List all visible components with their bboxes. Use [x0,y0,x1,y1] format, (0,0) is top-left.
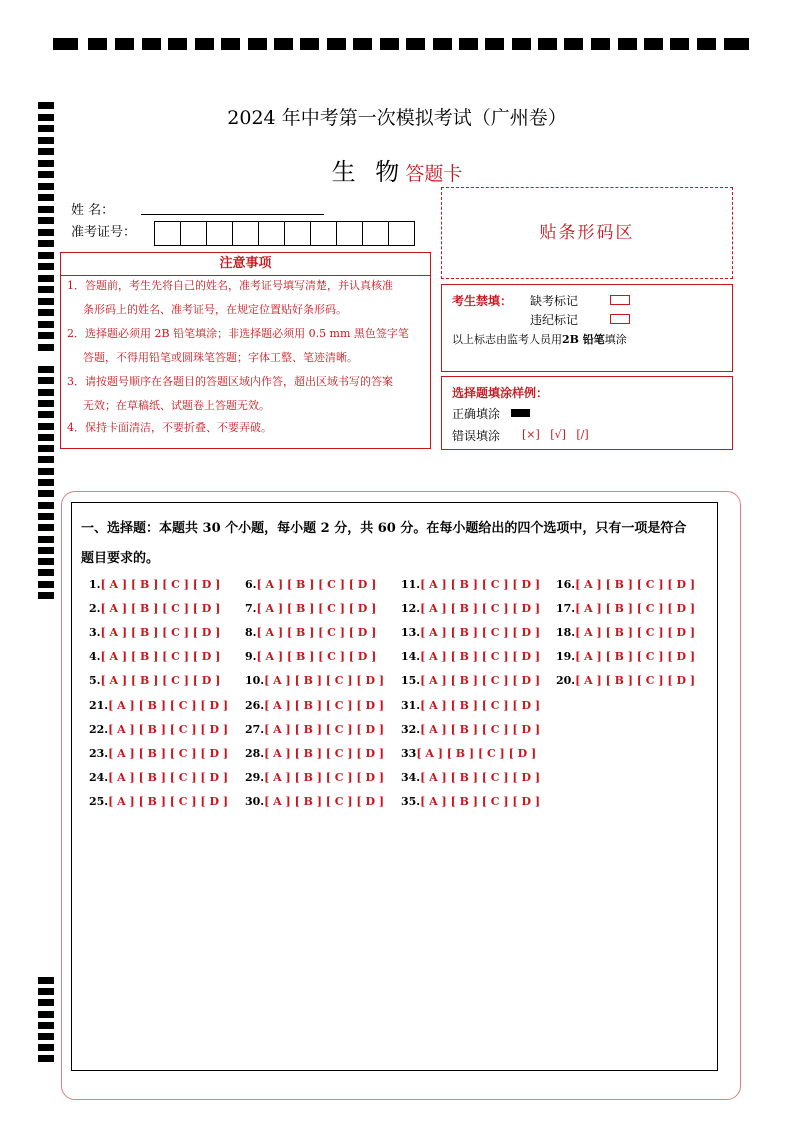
answer-options[interactable]: [ A ] [ B ] [ C ] [ D ] [420,699,541,712]
timing-mark [38,1033,54,1040]
forbidden-panel [441,284,733,372]
question-number: 12. [401,602,421,615]
question-number: 33 [401,747,417,760]
answer-options[interactable]: [ A ] [ B ] [ C ] [ D ] [575,578,696,591]
timing-mark [512,38,531,50]
timing-mark [38,275,54,282]
answer-options[interactable]: [ A ] [ B ] [ C ] [ D ] [256,578,377,591]
forbidden-note-pencil: 2B 铅笔 [562,333,605,346]
answer-options[interactable]: [ A ] [ B ] [ C ] [ D ] [420,723,541,736]
name-label: 姓 名： [71,203,115,218]
answer-options[interactable]: [ A ] [ B ] [ C ] [ D ] [416,747,537,760]
question-number: 13. [401,626,421,639]
question-number: 22. [89,723,109,736]
answer-options[interactable]: [ A ] [ B ] [ C ] [ D ] [264,795,385,808]
timing-mark [38,502,54,509]
sample-title: 选择题填涂样例： [452,386,549,400]
question-number: 16. [556,578,576,591]
timing-mark [38,988,54,995]
subject-name: 生 物 [331,158,406,186]
question-number: 6. [245,578,257,591]
timing-mark [38,240,54,247]
filled-mark-sample [511,409,530,417]
timing-mark [38,400,54,407]
question-number: 1. [89,578,101,591]
timing-mark [38,206,54,213]
id-digit-box[interactable] [206,221,233,246]
question-item[interactable] [89,578,220,591]
timing-mark [380,38,399,50]
answer-options[interactable]: [ A ] [ B ] [ C ] [ D ] [264,699,385,712]
timing-mark [38,344,54,351]
question-number: 4. [89,650,101,663]
note-line: 无效；在草稿纸、试题卷上答题无效。 [83,399,270,412]
answer-options[interactable]: [ A ] [ B ] [ C ] [ D ] [100,674,221,687]
id-digit-box[interactable] [310,221,337,246]
answer-options[interactable]: [ A ] [ B ] [ C ] [ D ] [100,650,221,663]
answer-options[interactable]: [ A ] [ B ] [ C ] [ D ] [575,602,696,615]
question-item[interactable] [89,602,220,615]
timing-mark [38,445,54,452]
timing-mark [618,38,637,50]
timing-mark [38,332,54,339]
question-number: 34. [401,771,421,784]
note-line: 2．选择题必须用 2B 铅笔填涂；非选择题必须用 0.5 mm 黑色签字笔 [67,327,409,340]
timing-mark [38,252,54,259]
question-item[interactable] [245,578,376,591]
question-number: 29. [245,771,265,784]
timing-mark [38,411,54,418]
timing-mark [38,286,54,293]
question-item[interactable] [401,747,536,760]
question-item[interactable] [89,723,228,736]
answer-options[interactable]: [ A ] [ B ] [ C ] [ D ] [256,602,377,615]
timing-mark [274,38,293,50]
answer-options[interactable]: [ A ] [ B ] [ C ] [ D ] [108,699,229,712]
question-item[interactable] [556,626,695,639]
question-number: 21. [89,699,109,712]
violation-mark-box[interactable] [610,314,630,324]
question-number: 19. [556,650,576,663]
timing-mark [53,38,78,50]
answer-options[interactable]: [ A ] [ B ] [ C ] [ D ] [108,747,229,760]
timing-mark [38,1055,54,1062]
question-item[interactable] [89,771,228,784]
section-heading-line1: 一、选择题：本题共 30 个小题，每小题 2 分，共 60 分。在每小题给出的四个选项中，只有一项是符合 [81,521,687,536]
answer-options[interactable]: [ A ] [ B ] [ C ] [ D ] [420,578,541,591]
timing-mark [38,581,54,588]
question-number: 11. [401,578,421,591]
question-number: 35. [401,795,421,808]
notes-heading: 注意事项 [60,252,431,276]
question-number: 2. [89,602,101,615]
timing-mark [38,1011,54,1018]
timing-mark [38,524,54,531]
timing-mark [38,558,54,565]
timing-mark [38,229,54,236]
question-item[interactable] [245,747,384,760]
wrong-label: 错误填涂 [452,429,501,443]
timing-mark [88,38,107,50]
wrong-mark-samples: [×] [√] [/] [522,428,589,441]
question-item[interactable] [245,674,384,687]
question-number: 3. [89,626,101,639]
answer-options[interactable]: [ A ] [ B ] [ C ] [ D ] [264,723,385,736]
subject-title [0,152,794,187]
note-line: 条形码上的姓名、准考证号，在规定位置贴好条形码。 [83,303,347,316]
timing-mark [38,263,54,270]
timing-mark [38,468,54,475]
answer-options[interactable]: [ A ] [ B ] [ C ] [ D ] [256,626,377,639]
question-item[interactable] [89,699,228,712]
timing-mark [38,377,54,384]
timing-mark [38,389,54,396]
question-item[interactable] [245,626,376,639]
question-number: 5. [89,674,101,687]
forbidden-note-suffix: 填涂 [604,333,627,346]
timing-mark [38,490,54,497]
question-number: 14. [401,650,421,663]
answer-options[interactable]: [ A ] [ B ] [ C ] [ D ] [100,626,221,639]
question-number: 28. [245,747,265,760]
id-digit-box[interactable] [258,221,285,246]
question-item[interactable] [245,650,376,663]
timing-mark [38,137,54,144]
question-number: 26. [245,699,265,712]
timing-mark [485,38,504,50]
timing-mark [459,38,478,50]
id-digit-box[interactable] [336,221,363,246]
question-item[interactable] [401,674,540,687]
question-number: 9. [245,650,257,663]
question-item[interactable] [89,626,220,639]
timing-mark [142,38,161,50]
question-item[interactable] [401,626,540,639]
question-number: 24. [89,771,109,784]
timing-mark [670,38,689,50]
question-item[interactable] [89,747,228,760]
question-number: 23. [89,747,109,760]
answer-options[interactable]: [ A ] [ B ] [ C ] [ D ] [264,771,385,784]
question-item[interactable] [245,771,384,784]
question-item[interactable] [245,795,384,808]
answer-options[interactable]: [ A ] [ B ] [ C ] [ D ] [420,650,541,663]
absent-label: 缺考标记 [530,294,579,308]
question-item[interactable] [401,602,540,615]
timing-mark [38,547,54,554]
timing-mark [38,977,54,984]
timing-mark [115,38,134,50]
timing-mark [38,298,54,305]
question-item[interactable] [89,650,220,663]
timing-mark [38,999,54,1006]
question-number: 7. [245,602,257,615]
answer-options[interactable]: [ A ] [ B ] [ C ] [ D ] [264,747,385,760]
name-field[interactable] [141,214,324,215]
top-timing-marks [53,38,749,51]
question-item[interactable] [245,723,384,736]
timing-mark [564,38,583,50]
section-heading-line2: 题目要求的。 [81,551,160,566]
question-number: 8. [245,626,257,639]
id-label: 准考证号： [71,225,137,240]
id-digit-box[interactable] [284,221,311,246]
answer-card-label: 答题卡 [405,163,463,185]
answer-options[interactable]: [ A ] [ B ] [ C ] [ D ] [575,674,696,687]
barcode-area[interactable]: 贴条形码区 [441,187,733,279]
timing-mark [38,1022,54,1029]
forbidden-note-prefix: 以上标志由监考人员用 [452,333,562,346]
id-digit-box[interactable] [154,221,181,246]
timing-mark [591,38,610,50]
answer-options[interactable]: [ A ] [ B ] [ C ] [ D ] [575,650,696,663]
answer-options[interactable]: [ A ] [ B ] [ C ] [ D ] [420,674,541,687]
question-item[interactable] [556,650,695,663]
answer-options[interactable]: [ A ] [ B ] [ C ] [ D ] [420,771,541,784]
question-item[interactable] [401,723,540,736]
timing-mark [406,38,425,50]
answer-options[interactable]: [ A ] [ B ] [ C ] [ D ] [108,723,229,736]
question-item[interactable] [401,771,540,784]
exam-id-grid[interactable] [155,221,415,245]
timing-mark [644,38,663,50]
question-item[interactable] [556,674,695,687]
question-item[interactable] [89,795,228,808]
question-item[interactable] [245,602,376,615]
timing-mark [38,309,54,316]
exam-title: 2024 年中考第一次模拟考试（广州卷） [227,107,567,129]
question-number: 10. [245,674,265,687]
question-number: 17. [556,602,576,615]
sample-panel [441,376,733,450]
question-item[interactable] [556,602,695,615]
answer-options[interactable]: [ A ] [ B ] [ C ] [ D ] [108,771,229,784]
id-digit-box[interactable] [388,221,415,246]
timing-mark [38,1044,54,1051]
answer-options[interactable]: [ A ] [ B ] [ C ] [ D ] [108,795,229,808]
question-item[interactable] [401,650,540,663]
question-number: 27. [245,723,265,736]
timing-mark [38,456,54,463]
timing-mark [38,592,54,599]
id-digit-box[interactable] [362,221,389,246]
answer-options[interactable]: [ A ] [ B ] [ C ] [ D ] [575,626,696,639]
timing-mark [327,38,346,50]
question-item[interactable] [401,578,540,591]
timing-mark [221,38,240,50]
question-item[interactable] [401,795,540,808]
forbidden-note [452,331,627,347]
question-number: 25. [89,795,109,808]
note-line: 3．请按题号顺序在各题目的答题区域内作答，超出区域书写的答案 [67,375,393,388]
question-number: 15. [401,674,421,687]
answer-options[interactable]: [ A ] [ B ] [ C ] [ D ] [420,602,541,615]
question-number: 32. [401,723,421,736]
answer-options[interactable]: [ A ] [ B ] [ C ] [ D ] [100,602,221,615]
answer-options[interactable]: [ A ] [ B ] [ C ] [ D ] [100,578,221,591]
absent-mark-box[interactable] [610,295,630,305]
timing-mark [38,479,54,486]
timing-mark [38,434,54,441]
timing-mark [538,38,557,50]
timing-mark [38,366,54,373]
correct-label: 正确填涂 [452,407,501,421]
timing-mark [38,423,54,430]
id-digit-box[interactable] [180,221,207,246]
violation-label: 违纪标记 [530,313,579,327]
timing-mark [38,321,54,328]
timing-mark [38,536,54,543]
question-number: 18. [556,626,576,639]
timing-mark [168,38,187,50]
note-line: 4．保持卡面清洁，不要折叠、不要弄破。 [67,421,272,434]
question-number: 20. [556,674,576,687]
timing-mark [38,217,54,224]
question-item[interactable] [245,699,384,712]
timing-mark [195,38,214,50]
question-number: 31. [401,699,421,712]
note-line: 答题，不得用铅笔或圆珠笔答题；字体工整、笔迹清晰。 [83,351,358,364]
id-digit-box[interactable] [232,221,259,246]
timing-mark [353,38,372,50]
question-item[interactable] [89,674,220,687]
answer-options[interactable]: [ A ] [ B ] [ C ] [ D ] [256,650,377,663]
forbidden-label: 考生禁填： [452,294,513,308]
timing-mark [248,38,267,50]
answer-options[interactable]: [ A ] [ B ] [ C ] [ D ] [420,795,541,808]
answer-options[interactable]: [ A ] [ B ] [ C ] [ D ] [264,674,385,687]
question-item[interactable] [401,699,540,712]
question-item[interactable] [556,578,695,591]
timing-mark [300,38,319,50]
timing-mark [38,194,54,201]
timing-mark [433,38,452,50]
timing-mark [724,38,749,50]
timing-mark [697,38,716,50]
answer-options[interactable]: [ A ] [ B ] [ C ] [ D ] [420,626,541,639]
timing-mark [38,569,54,576]
timing-mark [38,513,54,520]
note-line: 1．答题前，考生先将自己的姓名，准考证号填写清楚，并认真核准 [67,279,393,292]
notes-panel [60,274,431,449]
question-number: 30. [245,795,265,808]
